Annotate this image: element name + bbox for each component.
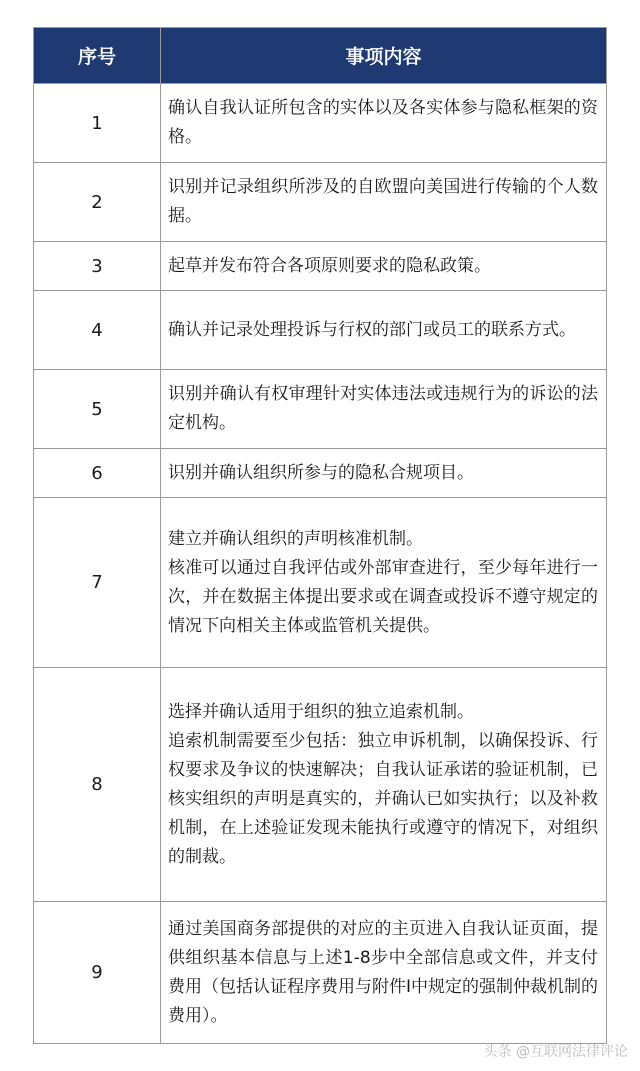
row-text: 通过美国商务部提供的对应的主页进入自我认证页面，提供组织基本信息与上述1-8步中全部信息或文件，并支付费用（包括认证程序费用与附件I中规定的强制仲裁机制的费用）。 (168, 918, 599, 1026)
steps-table (33, 27, 607, 1044)
row-number: 8 (34, 668, 161, 902)
table-row (34, 242, 607, 291)
row-text: 识别并记录组织所涉及的自欧盟向美国进行传输的个人数据。 (168, 177, 598, 226)
watermark-text: 头条 @互联网法律评论 (483, 1044, 628, 1060)
row-text: 确认自我认证所包含的实体以及各实体参与隐私框架的资格。 (168, 98, 598, 147)
row-content (161, 242, 607, 291)
row-content (161, 291, 607, 370)
table-row (34, 291, 607, 370)
row-number: 3 (34, 242, 161, 291)
steps-table-container (33, 27, 606, 1044)
table-row (34, 370, 607, 449)
row-text: 确认并记录处理投诉与行权的部门或员工的联系方式。 (168, 319, 576, 340)
row-text: 建立并确认组织的声明核准机制。 (168, 528, 423, 549)
row-content (161, 668, 607, 902)
row-number: 7 (34, 498, 161, 668)
table-row (34, 163, 607, 242)
table-row (34, 449, 607, 498)
table-row (34, 902, 607, 1044)
row-content (161, 370, 607, 449)
row-content (161, 902, 607, 1044)
row-number: 9 (34, 902, 161, 1044)
row-text: 起草并发布符合各项原则要求的隐私政策。 (168, 255, 491, 276)
table-header-row (34, 28, 607, 84)
row-content (161, 498, 607, 668)
row-text: 核准可以通过自我评估或外部审查进行，至少每年进行一次，并在数据主体提出要求或在调查或投诉不遵守规定的情况下向相关主体或监管机关提供。 (168, 557, 598, 636)
row-text: 识别并确认有权审理针对实体违法或违规行为的诉讼的法定机构。 (168, 384, 598, 433)
row-text: 识别并确认组织所参与的隐私合规项目。 (168, 462, 474, 483)
header-number: 序号 (34, 28, 161, 84)
row-number: 6 (34, 449, 161, 498)
row-text: 选择并确认适用于组织的独立追索机制。 (168, 701, 474, 722)
row-number: 2 (34, 163, 161, 242)
row-number: 1 (34, 84, 161, 163)
table-row (34, 668, 607, 902)
table-row (34, 84, 607, 163)
row-text: 追索机制需要至少包括：独立申诉机制，以确保投诉、行权要求及争议的快速解决；自我认证承诺的验证机制，已核实组织的声明是真实的，并确认已如实执行；以及补救机制，在上述验证发现未能执行或遵守的情况下，对组织的制裁。 (168, 730, 598, 867)
header-content: 事项内容 (161, 28, 607, 84)
row-content (161, 449, 607, 498)
row-content (161, 84, 607, 163)
row-number: 4 (34, 291, 161, 370)
table-body (34, 84, 607, 1044)
row-content (161, 163, 607, 242)
table-row (34, 498, 607, 668)
row-number: 5 (34, 370, 161, 449)
